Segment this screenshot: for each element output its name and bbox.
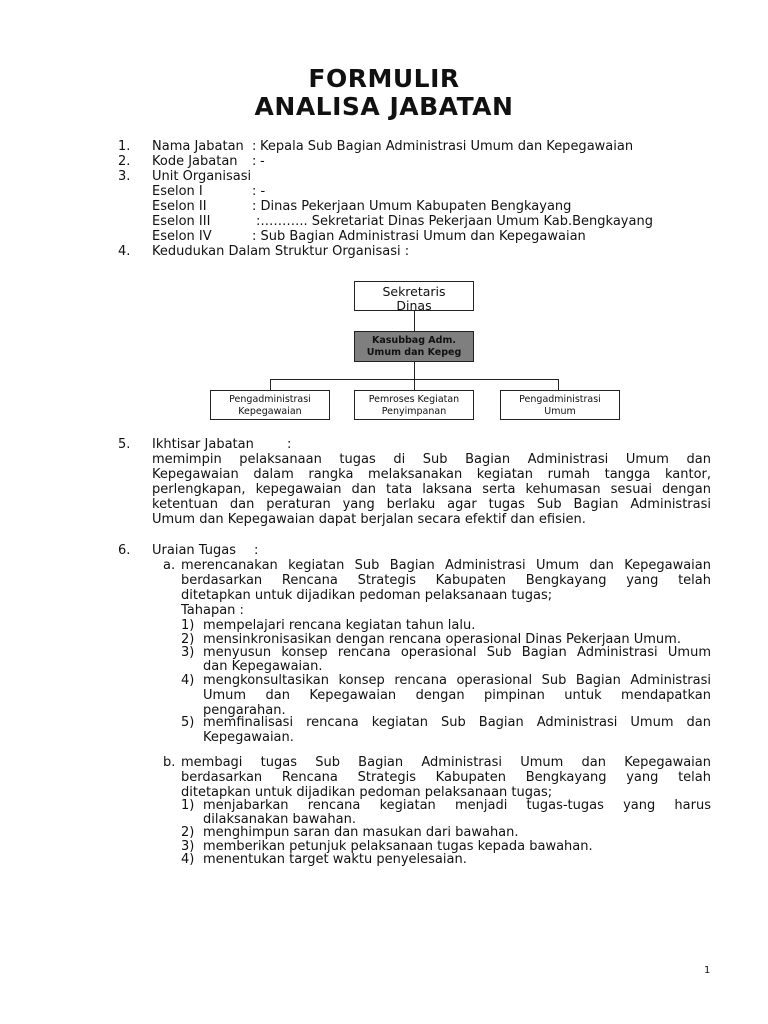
item-separator: :	[252, 139, 257, 154]
org-box-kasubbag	[354, 331, 474, 362]
eselon-value: : -	[252, 184, 266, 199]
step-line: menjabarkan rencana kegiatan menjadi tugas-tugas yang harus	[203, 798, 711, 813]
org-connector	[558, 379, 559, 390]
eselon-value: :……….. Sekretariat Dinas Pekerjaan Umum Kab.Bengkayang	[256, 214, 653, 229]
summary-line: ketentuan dan peraturan yang berlaku agar tugas Sub Bagian Administrasi	[152, 497, 711, 512]
tahapan-label: Tahapan :	[181, 603, 244, 618]
step-line: Kepegawaian.	[203, 730, 294, 745]
eselon-value: : Sub Bagian Administrasi Umum dan Kepegawaian	[252, 229, 586, 244]
step-number: 4)	[181, 673, 195, 688]
page-number: 1	[704, 965, 711, 976]
summary-line: Umum dan Kepegawaian dapat berjalan secara efektif dan efisien.	[152, 512, 586, 527]
step-number: 3)	[181, 645, 195, 660]
task-line: ditetapkan untuk dijadikan pedoman pelaksanaan tugas;	[181, 785, 553, 800]
org-connector	[414, 362, 415, 379]
step-number: 1)	[181, 618, 195, 633]
item-separator: :	[254, 543, 259, 558]
step-line: Umum dan Kepegawaian dengan pimpinan untuk mendapatkan	[203, 688, 711, 703]
item-number: 1.	[118, 139, 131, 154]
item-label: Uraian Tugas	[152, 543, 236, 558]
item-number: 2.	[118, 154, 131, 169]
step-line: mengkonsultasikan konsep rencana operasional Sub Bagian Administrasi	[203, 673, 711, 688]
item-number: 3.	[118, 169, 131, 184]
step-number: 5)	[181, 715, 195, 730]
step-line: dilaksanakan bawahan.	[203, 812, 356, 827]
step-line: dan Kepegawaian.	[203, 659, 323, 674]
item-label: Unit Organisasi	[152, 169, 252, 184]
task-marker: b.	[163, 755, 176, 770]
step-line: memberikan petunjuk pelaksanaan tugas kepada bawahan.	[203, 839, 593, 854]
item-number: 5.	[118, 437, 131, 452]
eselon-value: : Dinas Pekerjaan Umum Kabupaten Bengkayang	[252, 199, 572, 214]
org-box-label: Pengadministrasi	[229, 394, 311, 405]
task-line: merencanakan kegiatan Sub Bagian Administrasi Umum dan Kepegawaian	[181, 558, 711, 573]
step-line: pengarahan.	[203, 703, 286, 718]
org-box-label: Sekretaris Dinas	[382, 284, 446, 311]
item-value: Kepala Sub Bagian Administrasi Umum dan Kepegawaian	[260, 139, 634, 154]
org-box-label: Umum	[544, 406, 576, 417]
item-separator: :	[287, 437, 292, 452]
eselon-label: Eselon IV	[152, 229, 212, 244]
summary-line: Kepegawaian dalam rangka melaksanakan kegiatan rumah tangga kantor,	[152, 467, 711, 482]
org-box-label: Umum dan Kepeg	[366, 347, 462, 358]
org-box-pemroses-kegiatan	[354, 390, 474, 420]
task-line: membagi tugas Sub Bagian Administrasi Umum dan Kepegawaian	[181, 755, 711, 770]
org-box-pengadministrasi-kepegawaian	[210, 390, 330, 420]
step-line: menghimpun saran dan masukan dari bawahan.	[203, 825, 519, 840]
org-box-label: Pengadministrasi	[519, 394, 601, 405]
task-line: berdasarkan Rencana Strategis Kabupaten Bengkayang yang telah	[181, 573, 711, 588]
org-box-label: Pemroses Kegiatan	[368, 394, 460, 405]
org-connector	[414, 379, 415, 390]
step-number: 2)	[181, 632, 195, 647]
eselon-label: Eselon I	[152, 184, 203, 199]
item-label: Ikhtisar Jabatan	[152, 437, 254, 452]
task-line: ditetapkan untuk dijadikan pedoman pelaksanaan tugas;	[181, 588, 553, 603]
item-label: Kode Jabatan	[152, 154, 238, 169]
step-line: mensinkronisasikan dengan rencana operasional Dinas Pekerjaan Umum.	[203, 632, 681, 647]
task-line: berdasarkan Rencana Strategis Kabupaten Bengkayang yang telah	[181, 770, 711, 785]
form-title-line1: FORMULIR	[308, 64, 460, 93]
eselon-label: Eselon II	[152, 199, 207, 214]
org-box-label: Kepegawaian	[238, 406, 302, 417]
org-box-pengadministrasi-umum	[500, 390, 620, 420]
item-number: 6.	[118, 543, 131, 558]
item-number: 4.	[118, 244, 131, 259]
org-connector	[414, 311, 415, 331]
item-label: Kedudukan Dalam Struktur Organisasi :	[152, 244, 410, 259]
step-number: 4)	[181, 852, 195, 867]
task-marker: a.	[163, 558, 176, 573]
eselon-label: Eselon III	[152, 214, 211, 229]
item-separator: :	[252, 154, 257, 169]
step-line: memfinalisasi rencana kegiatan Sub Bagian Administrasi Umum dan	[203, 715, 711, 730]
step-number: 2)	[181, 825, 195, 840]
org-box-sekretaris	[354, 281, 474, 311]
org-box-label: Penyimpanan	[381, 406, 447, 417]
step-line: menyusun konsep rencana operasional Sub Bagian Administrasi Umum	[203, 645, 711, 660]
item-value: -	[260, 154, 265, 169]
org-connector	[270, 379, 271, 390]
summary-line: memimpin pelaksanaan tugas di Sub Bagian Administrasi Umum dan	[152, 452, 711, 467]
item-label: Nama Jabatan	[152, 139, 244, 154]
step-number: 1)	[181, 798, 195, 813]
step-line: menentukan target waktu penyelesaian.	[203, 852, 467, 867]
step-number: 3)	[181, 839, 195, 854]
org-box-label: Kasubbag Adm.	[372, 335, 456, 346]
step-line: mempelajari rencana kegiatan tahun lalu.	[203, 618, 476, 633]
summary-line: perlengkapan, kepegawaian dan tata laksana serta kehumasan sesuai dengan	[152, 482, 711, 497]
form-title-line2: ANALISA JABATAN	[254, 92, 514, 121]
